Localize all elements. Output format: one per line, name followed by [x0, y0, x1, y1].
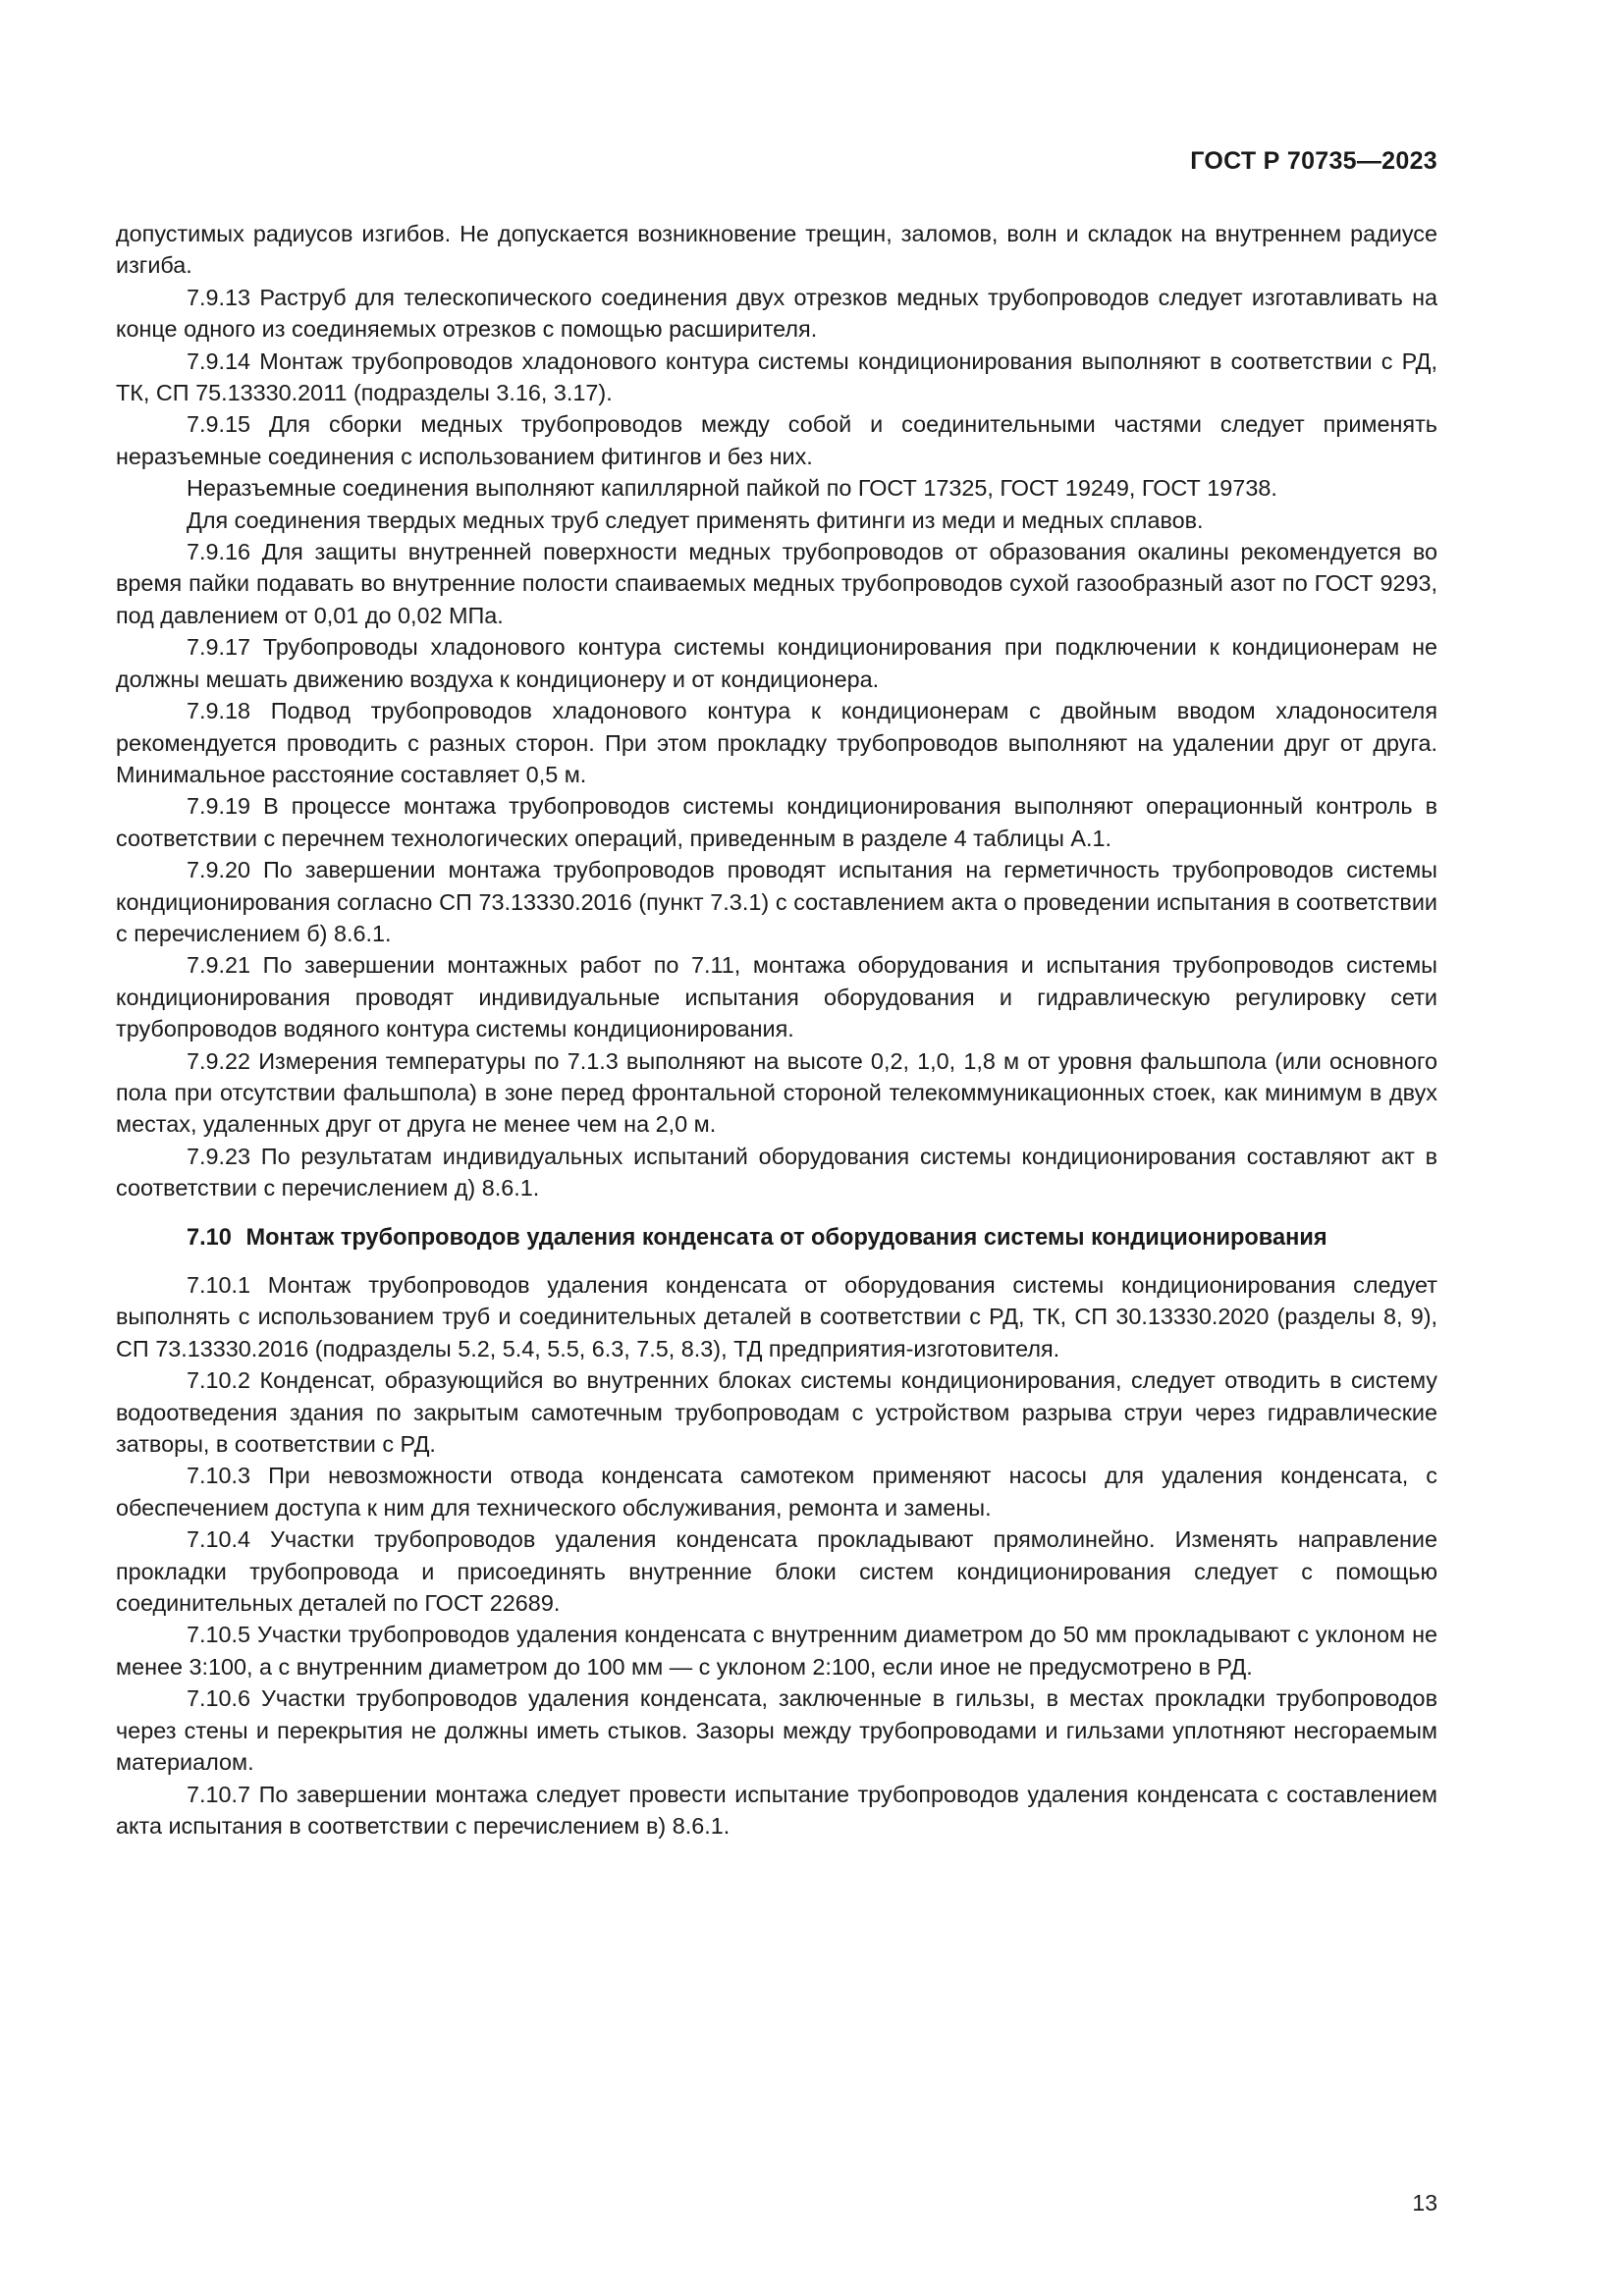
paragraph-7-9-17: 7.9.17 Трубопроводы хладонового контура системы кондиционирования при подключении к кондиционерам не должны мешать движению воздуха к кондиционеру и от кондиционера.: [116, 634, 1437, 692]
paragraph-7-10-3: 7.10.3 При невозможности отвода конденсата самотеком применяют насосы для удаления конденсата, с обеспечением доступа к ним для технического обслуживания, ремонта и замены.: [116, 1463, 1437, 1521]
paragraph-7-10-1: 7.10.1 Монтаж трубопроводов удаления конденсата от оборудования системы кондиционирования следует выполнять с использованием труб и соединительных деталей в соответствии с РД, ТК, СП 30.13330.2020 (разделы 8, 9), СП 73.13330.2016 (подразделы 5.2, 5.4, 5.5, 6.3, 7.5, 8.3), ТД предприятия-изготовителя.: [116, 1272, 1437, 1362]
paragraph-7-10-6: 7.10.6 Участки трубопроводов удаления конденсата, заключенные в гильзы, в местах прокладки трубопроводов через стены и перекрытия не должны иметь стыков. Зазоры между трубопроводами и гильзами уплотняют несгораемым материалом.: [116, 1685, 1437, 1776]
paragraph-7-10-5: 7.10.5 Участки трубопроводов удаления конденсата с внутренним диаметром до 50 мм прокладывают с уклоном не менее 3:100, а с внутренним диаметром до 100 мм — с уклоном 2:100, если иное не предусмотрено в РД.: [116, 1622, 1437, 1680]
paragraph-7-10-2: 7.10.2 Конденсат, образующийся во внутренних блоках системы кондиционирования, следует отводить в систему водоотведения здания по закрытым самотечным трубопроводам с устройством разрыва струи через гидравлические затворы, в соответствии с РД.: [116, 1367, 1437, 1458]
paragraph-7-9-15-fittings: Для соединения твердых медных труб следует применять фитинги из меди и медных сплавов.: [187, 507, 1204, 533]
paragraph-7-10-7: 7.10.7 По завершении монтажа следует провести испытание трубопроводов удаления конденсата с составлением акта испытания в соответствии с перечислением в) 8.6.1.: [116, 1781, 1437, 1839]
paragraph-7-9-16: 7.9.16 Для защиты внутренней поверхности медных трубопроводов от образования окалины рекомендуется во время пайки подавать во внутренние полости спаиваемых медных трубопроводов сухой газообразный азот по ГОСТ 9293, под давлением от 0,01 до 0,02 МПа.: [116, 539, 1437, 628]
section-title: Монтаж трубопроводов удаления конденсата от оборудования системы кондиционирования: [245, 1224, 1327, 1251]
standard-code-header: ГОСТ Р 70735—2023: [1190, 147, 1437, 175]
paragraph-7-9-14: 7.9.14 Монтаж трубопроводов хладонового контура системы кондиционирования выполняют в соответствии с РД, ТК, СП 75.13330.2011 (подразделы 3.16, 3.17).: [116, 347, 1437, 406]
section-heading-7-10: [116, 1222, 1437, 1254]
paragraph-7-10-4: 7.10.4 Участки трубопроводов удаления конденсата прокладывают прямолинейно. Изменять направление прокладки трубопровода и присоединять внутренние блоки систем кондиционирования следует с помощью соединительных деталей по ГОСТ 22689.: [116, 1526, 1437, 1617]
paragraph-7-9-13: 7.9.13 Раструб для телескопического соединения двух отрезков медных трубопроводов следует изготавливать на конце одного из соединяемых отрезков с помощью расширителя.: [116, 284, 1437, 343]
paragraph-7-9-15: 7.9.15 Для сборки медных трубопроводов между собой и соединительными частями следует применять неразъемные соединения с использованием фитингов и без них.: [116, 411, 1437, 469]
paragraph-7-9-19: 7.9.19 В процессе монтажа трубопроводов системы кондиционирования выполняют операционный контроль в соответствии с перечнем технологических операций, приведенным в разделе 4 таблицы А.1.: [116, 793, 1437, 851]
page-number: 13: [1412, 2190, 1437, 2216]
section-number: 7.10: [187, 1224, 232, 1251]
paragraph-7-9-18: 7.9.18 Подвод трубопроводов хладонового контура к кондиционерам с двойным вводом хладоносителя рекомендуется проводить с разных сторон. При этом прокладку трубопроводов выполняют на удалении друг от друга. Минимальное расстояние составляет 0,5 м.: [116, 698, 1437, 787]
document-page: [116, 0, 1437, 2296]
paragraph-7-9-21: 7.9.21 По завершении монтажных работ по 7.11, монтажа оборудования и испытания трубопроводов системы кондиционирования проводят индивидуальные испытания оборудования и гидравлическую регулировку сети трубопроводов водяного контура системы кондиционирования.: [116, 952, 1437, 1042]
paragraph-7-9-20: 7.9.20 По завершении монтажа трубопроводов проводят испытания на герметичность трубопроводов системы кондиционирования согласно СП 73.13330.2016 (пункт 7.3.1) с составлением акта о проведении испытания в соответствии с перечислением б) 8.6.1.: [116, 857, 1437, 946]
paragraph-7-9-23: 7.9.23 По результатам индивидуальных испытаний оборудования системы кондиционирования составляют акт в соответствии с перечислением д) 8.6.1.: [116, 1143, 1437, 1201]
document-body: [116, 218, 1437, 1842]
paragraph-continuation: допустимых радиусов изгибов. Не допускается возникновение трещин, заломов, волн и складок на внутреннем радиусе изгиба.: [116, 221, 1437, 279]
paragraph-7-9-15-joints: Неразъемные соединения выполняют капиллярной пайкой по ГОСТ 17325, ГОСТ 19249, ГОСТ 19738.: [187, 475, 1277, 502]
paragraph-7-9-22: 7.9.22 Измерения температуры по 7.1.3 выполняют на высоте 0,2, 1,0, 1,8 м от уровня фальшпола (или основного пола при отсутствии фальшпола) в зоне перед фронтальной стороной телекоммуникационных стоек, как минимум в двух местах, удаленных друг от друга не менее чем на 2,0 м.: [116, 1047, 1437, 1138]
